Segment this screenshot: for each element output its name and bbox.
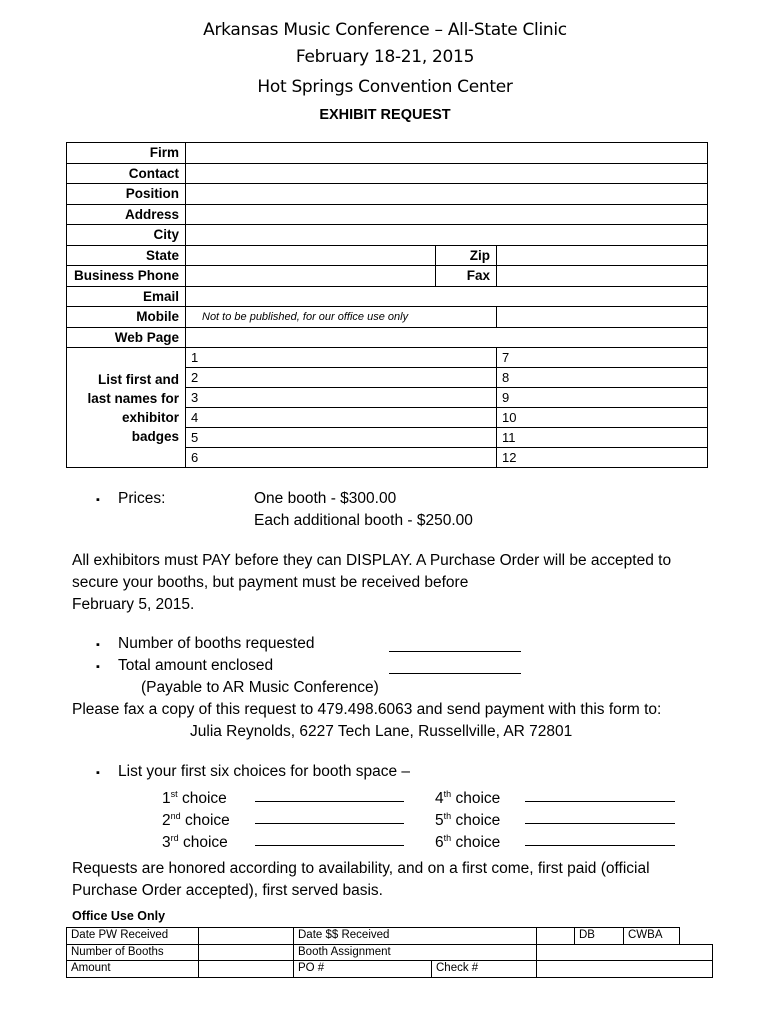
number-booths-field[interactable] [389, 637, 521, 652]
position-row [67, 184, 708, 205]
total-amount-bullet [96, 655, 100, 678]
price-additional-booth: Each additional booth - $250.00 [254, 512, 473, 529]
num-booths-field[interactable] [199, 944, 294, 961]
mobile-label: Mobile [67, 307, 186, 328]
amount-field[interactable] [199, 961, 294, 978]
amount-label: Amount [67, 961, 199, 978]
office-row [67, 944, 713, 961]
position-label: Position [67, 184, 186, 205]
email-field[interactable] [186, 286, 708, 307]
choice-4-label: 4th choice [435, 789, 501, 808]
exhibitor-info-table [66, 142, 708, 468]
badge-name-field[interactable]: 6 [186, 448, 497, 468]
conference-title: Arkansas Music Conference – All-State Clinic [203, 20, 567, 40]
web-page-label: Web Page [67, 327, 186, 348]
badge-row [67, 348, 708, 368]
payable-note: (Payable to AR Music Conference) [141, 679, 379, 696]
email-label: Email [67, 286, 186, 307]
payment-note-line: All exhibitors must PAY before they can DISPLAY. A Purchase Order will be accepted to [72, 552, 672, 569]
address-row [67, 204, 708, 225]
bullet-icon: ▪ [96, 494, 100, 506]
conference-dates: February 18-21, 2015 [295, 47, 475, 67]
form-title: EXHIBIT REQUEST [319, 107, 451, 123]
choice-3-label: 3rd choice [162, 833, 228, 852]
badge-name-field[interactable]: 4 [186, 408, 497, 428]
web-page-field[interactable] [186, 327, 708, 348]
bullet-icon: ▪ [96, 661, 100, 673]
check-label: Check # [432, 961, 537, 978]
prices-label: Prices: [118, 490, 166, 507]
business-phone-label: Business Phone [67, 266, 186, 287]
choice-6-field[interactable] [525, 831, 675, 846]
fax-instructions: Please fax a copy of this request to 479.498.6063 and send payment with this form to: [72, 701, 662, 718]
badges-label-line: List first and [97, 371, 179, 387]
badge-name-field[interactable]: 10 [497, 408, 708, 428]
date-ss-label: Date $$ Received [294, 928, 537, 945]
badge-name-field[interactable]: 2 [186, 368, 497, 388]
business-phone-field[interactable] [186, 266, 436, 287]
availability-note-line: Purchase Order accepted), first served basis. [72, 882, 383, 899]
web-page-row [67, 327, 708, 348]
num-booths-label: Number of Booths [67, 944, 199, 961]
badge-name-field[interactable]: 3 [186, 388, 497, 408]
firm-row [67, 143, 708, 164]
choice-5-field[interactable] [525, 809, 675, 824]
price-one-booth: One booth - $300.00 [254, 490, 397, 507]
date-pw-label: Date PW Received [67, 928, 199, 945]
office-spacer [680, 928, 713, 945]
fax-label: Fax [436, 266, 497, 287]
total-amount-label: Total amount enclosed [118, 657, 274, 674]
badge-name-field[interactable]: 7 [497, 348, 708, 368]
office-row [67, 961, 713, 978]
badge-name-field[interactable]: 11 [497, 428, 708, 448]
mobile-field[interactable] [497, 307, 708, 328]
state-field[interactable] [186, 245, 436, 266]
db-label: DB [575, 928, 624, 945]
address-label: Address [67, 204, 186, 225]
date-pw-field[interactable] [199, 928, 294, 945]
contact-row [67, 163, 708, 184]
cwba-label: CWBA [624, 928, 680, 945]
payment-note-line: secure your booths, but payment must be received before [72, 574, 469, 591]
choices-bullet [96, 761, 100, 784]
city-field[interactable] [186, 225, 708, 246]
position-field[interactable] [186, 184, 708, 205]
choice-3-field[interactable] [255, 831, 404, 846]
address-field[interactable] [186, 204, 708, 225]
badge-name-field[interactable]: 5 [186, 428, 497, 448]
booth-assign-field[interactable] [537, 944, 713, 961]
badges-label [67, 348, 186, 468]
fax-field[interactable] [497, 266, 708, 287]
badge-name-field[interactable]: 1 [186, 348, 497, 368]
choices-intro: List your first six choices for booth space – [118, 763, 411, 780]
badges-label-line: last names for [87, 390, 179, 406]
choice-4-field[interactable] [525, 787, 675, 802]
firm-label: Firm [67, 143, 186, 164]
choice-1-field[interactable] [255, 787, 404, 802]
choice-2-label: 2nd choice [162, 811, 230, 830]
mailing-address: Julia Reynolds, 6227 Tech Lane, Russellville, AR 72801 [190, 723, 573, 740]
contact-label: Contact [67, 163, 186, 184]
badge-name-field[interactable]: 12 [497, 448, 708, 468]
office-use-title: Office Use Only [72, 909, 166, 923]
availability-note-line: Requests are honored according to availability, and on a first come, first paid (official [72, 860, 650, 877]
bullet-icon: ▪ [96, 639, 100, 651]
phone-row [67, 266, 708, 287]
email-row [67, 286, 708, 307]
conference-venue: Hot Springs Convention Center [257, 77, 513, 97]
zip-field[interactable] [497, 245, 708, 266]
contact-field[interactable] [186, 163, 708, 184]
check-field[interactable] [537, 961, 713, 978]
po-label: PO # [294, 961, 432, 978]
total-amount-field[interactable] [389, 659, 521, 674]
number-booths-bullet [96, 633, 100, 656]
choice-1-label: 1st choice [162, 789, 227, 808]
mobile-row [67, 307, 708, 328]
number-booths-label: Number of booths requested [118, 635, 315, 652]
state-row [67, 245, 708, 266]
city-row [67, 225, 708, 246]
city-label: City [67, 225, 186, 246]
choice-2-field[interactable] [255, 809, 404, 824]
mobile-note: Not to be published, for our office use only [186, 307, 497, 328]
badge-name-field[interactable]: 8 [497, 368, 708, 388]
date-ss-field[interactable] [537, 928, 575, 945]
firm-field[interactable] [186, 143, 708, 164]
badge-name-field[interactable]: 9 [497, 388, 708, 408]
prices-bullet [96, 488, 100, 511]
office-use-table [66, 927, 713, 978]
choice-6-label: 6th choice [435, 833, 501, 852]
state-label: State [67, 245, 186, 266]
office-row [67, 928, 713, 945]
payment-note-line: February 5, 2015. [72, 596, 195, 613]
badges-label-line: exhibitor badges [121, 409, 179, 444]
choice-5-label: 5th choice [435, 811, 501, 830]
zip-label: Zip [436, 245, 497, 266]
bullet-icon: ▪ [96, 767, 100, 779]
booth-assign-label: Booth Assignment [294, 944, 537, 961]
